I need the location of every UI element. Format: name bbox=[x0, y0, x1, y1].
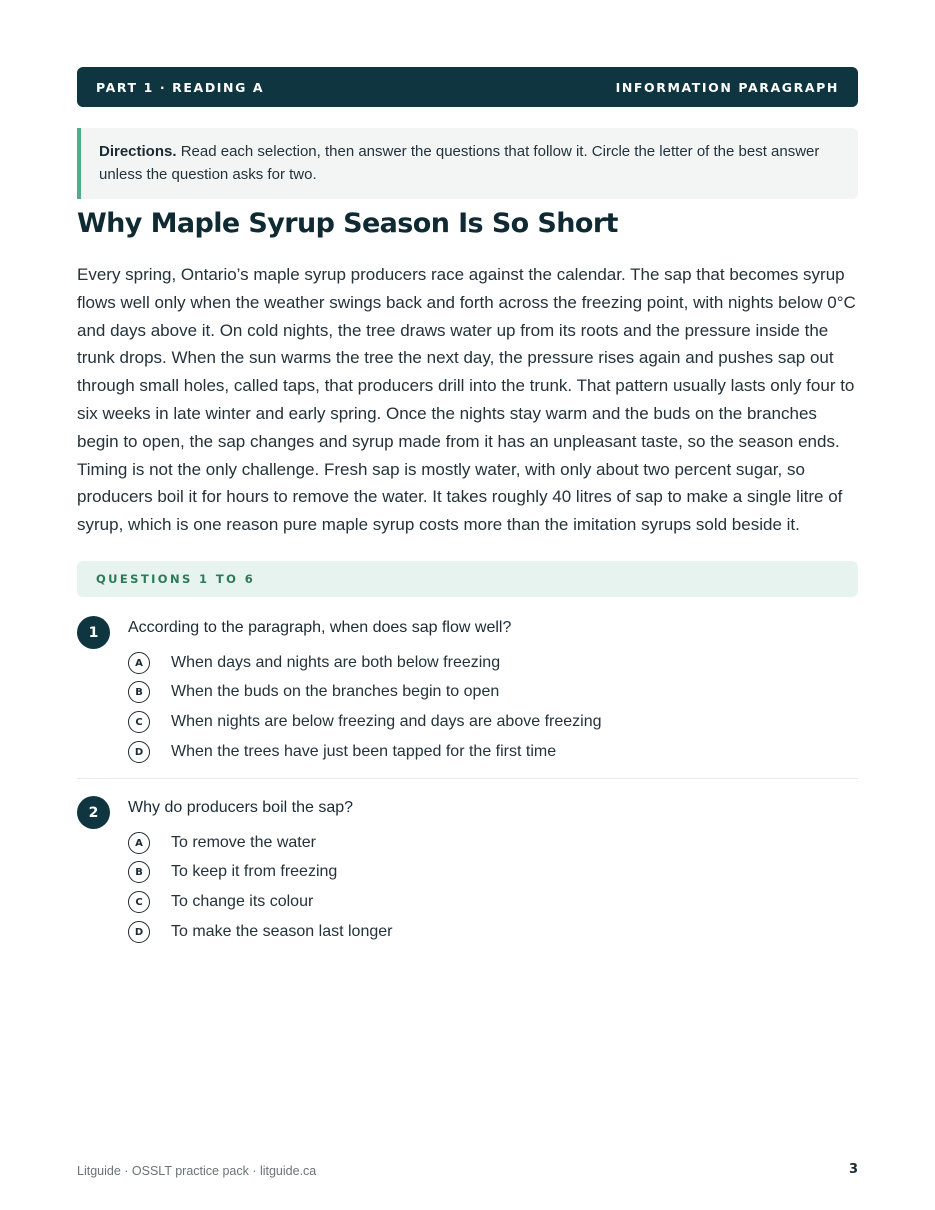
option-text: To remove the water bbox=[171, 834, 316, 851]
page-number: 3 bbox=[848, 1162, 858, 1177]
option-text: To change its colour bbox=[171, 893, 314, 910]
option-text: When nights are below freezing and days are above freezing bbox=[171, 713, 602, 730]
answer-option-b[interactable] bbox=[128, 679, 499, 705]
option-text: When days and nights are both below freezing bbox=[171, 654, 501, 671]
option-text: When the buds on the branches begin to open bbox=[171, 683, 500, 700]
passage-body: Every spring, Ontario’s maple syrup producers race against the calendar. The sap that becomes syrup flows well only when the weather swings back and forth across the freezing point, with nights below 0°C and days above it. On cold nights, the tree draws water up from its roots and the pressure inside the trunk drops. When the sun warms the tree the next day, the pressure rises again and pushes sap out through small holes, called taps, that producers drill into the trunk. That pattern usually lasts only four to six weeks in late winter and early spring. Once the nights stay warm and the buds on the branches begin to open, the sap changes and syrup made from it has an unpleasant taste, so the season ends. Timing is not the only challenge. Fresh sap is mostly water, with only about two percent sugar, so producers boil it for hours to remove the water. It takes roughly 40 litres of sap to make a single litre of syrup, which is one reason pure maple syrup costs more than the imitation syrups sold beside it. bbox=[77, 265, 856, 535]
directions-text: Read each selection, then answer the questions that follow it. Circle the letter of the best answer unless the question asks for two. bbox=[99, 143, 820, 183]
passage-type-label: INFORMATION PARAGRAPH bbox=[615, 79, 839, 95]
answer-option-c[interactable] bbox=[128, 709, 601, 735]
answer-option-c[interactable] bbox=[128, 889, 313, 915]
question-divider bbox=[77, 778, 858, 779]
question-number-badge: 2 bbox=[77, 796, 110, 829]
option-letter-circle[interactable]: A bbox=[128, 652, 150, 674]
questions-section-bar bbox=[77, 561, 858, 597]
option-letter-circle[interactable]: A bbox=[128, 832, 150, 854]
answer-option-d[interactable] bbox=[128, 739, 556, 765]
question-text: According to the paragraph, when does sap flow well? bbox=[128, 619, 512, 636]
directions-label: Directions. bbox=[99, 143, 177, 160]
passage-title: Why Maple Syrup Season Is So Short bbox=[77, 208, 618, 239]
option-letter-circle[interactable]: B bbox=[128, 681, 150, 703]
question-text: Why do producers boil the sap? bbox=[128, 799, 354, 816]
option-letter-circle[interactable]: C bbox=[128, 711, 150, 733]
answer-option-b[interactable] bbox=[128, 859, 337, 885]
option-letter-circle[interactable]: D bbox=[128, 741, 150, 763]
option-letter-circle[interactable]: B bbox=[128, 861, 150, 883]
option-text: When the trees have just been tapped for the first time bbox=[171, 743, 557, 760]
directions-box bbox=[77, 128, 858, 199]
question-number-badge: 1 bbox=[77, 616, 110, 649]
option-letter-circle[interactable]: C bbox=[128, 891, 150, 913]
option-text: To keep it from freezing bbox=[171, 863, 338, 880]
part-label: PART 1 · READING A bbox=[96, 79, 265, 95]
option-text: To make the season last longer bbox=[171, 923, 393, 940]
part-header-bar bbox=[77, 67, 858, 107]
questions-section-label: QUESTIONS 1 TO 6 bbox=[96, 572, 256, 586]
option-letter-circle[interactable]: D bbox=[128, 921, 150, 943]
answer-option-a[interactable] bbox=[128, 830, 316, 856]
footer-source: Litguide · OSSLT practice pack · litguide.ca bbox=[77, 1164, 317, 1178]
answer-option-a[interactable] bbox=[128, 650, 500, 676]
answer-option-d[interactable] bbox=[128, 919, 392, 945]
